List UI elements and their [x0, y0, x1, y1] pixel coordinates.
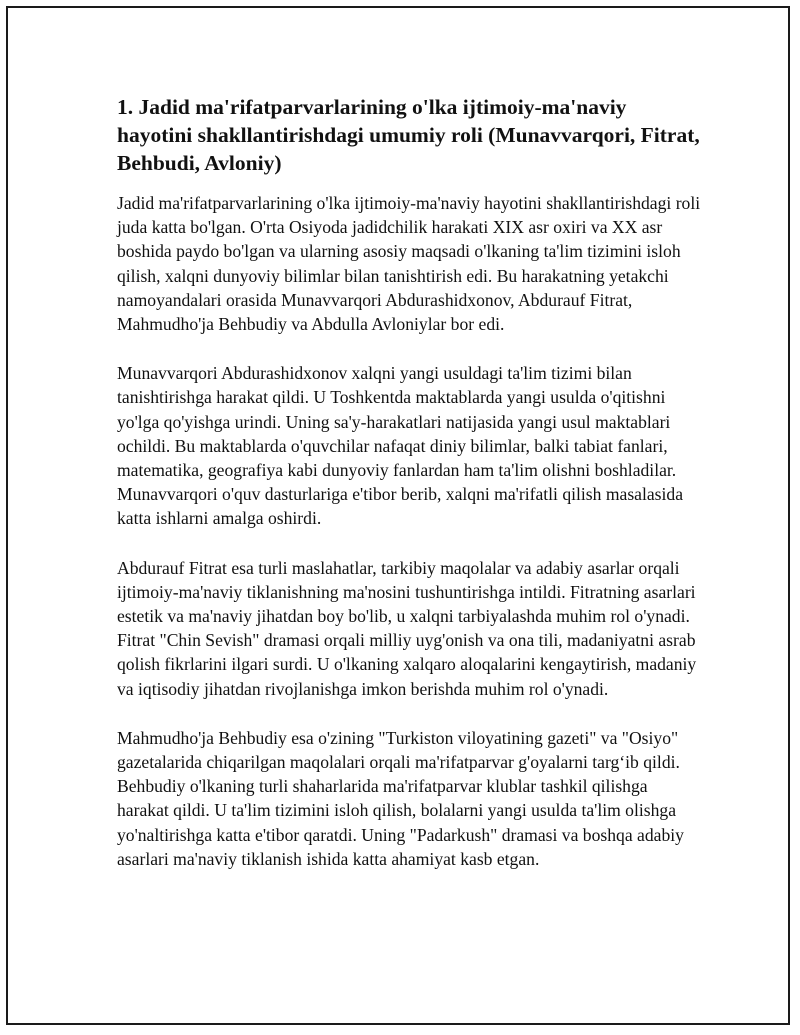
paragraph-fitrat: Abdurauf Fitrat esa turli maslahatlar, tarkibiy maqolalar va adabiy asarlar orqali ijtimoiy-ma'naviy tiklanishning ma'nosini tushuntirishga intildi. Fitratning asarlari estetik va ma'naviy jihatdan boy bo'lib, u xalqni tarbiyalashda muhim rol o'ynadi. Fitrat "Chin Sevish" dramasi orqali milliy uyg'onish va ona tili, madaniyatni asrab qolish fikrlarini ilgari surdi. U o'lkaning xalqaro aloqalarini kengaytirish, madaniy va iqtisodiy jihatdan rivojlanishga imkon berishda muhim rol o'ynadi. — [117, 557, 697, 699]
document-body — [117, 93, 702, 896]
paragraph-behbudiy: Mahmudho'ja Behbudiy esa o'zining "Turkiston viloyatining gazeti" va "Osiyo" gazetalarida chiqarilgan maqolalari orqali ma'rifatparvar g'oyalarni targ‘ib qildi. Behbudiy o'lkaning turli shaharlarida ma'rifatparvar klublar tashkil qilishga harakat qildi. U ta'lim tizimini isloh qilish, bolalarni yangi usulda ta'lim olishga yo'naltirishga katta e'tibor qaratdi. Uning "Padarkush" dramasi va boshqa adabiy asarlari ma'naviy tiklanish ishida katta ahamiyat kasb etgan. — [117, 727, 684, 869]
paragraph-munavvarqori: Munavvarqori Abdurashidxonov xalqni yangi usuldagi ta'lim tizimi bilan tanishtirishga harakat qildi. U Toshkentda maktablarda yangi usulda o'qitishni yo'lga qo'yishga urindi. Uning sa'y-harakatlari natijasida yangi usul maktablari ochildi. Bu maktablarda o'quvchilar nafaqat diniy bilimlar, balki tabiat fanlari, matematika, geografiya kabi dunyoviy fanlardan ham ta'lim olishni boshladilar. Munavvarqori o'quv dasturlariga e'tibor berib, xalqni ma'rifatli qilish masalasida katta ishlarni amalga oshirdi. — [117, 363, 684, 529]
section-heading: 1. Jadid ma'rifatparvarlarining o'lka ijtimoiy-ma'naviy hayotini shakllantirishdagi umumiy roli (Munavvarqori, Fitrat, Behbudi, Avloniy) — [117, 95, 700, 175]
paragraph-intro: Jadid ma'rifatparvarlarining o'lka ijtimoiy-ma'naviy hayotini shakllantirishdagi roli juda katta bo'lgan. O'rta Osiyoda jadidchilik harakati XIX asr oxiri va XX asr boshida paydo bo'lgan va ularning asosiy maqsadi o'lkaning ta'lim tizimini isloh qilish, xalqni dunyoviy bilimlar bilan tanishtirish edi. Bu harakatning yetakchi namoyandalari orasida Munavvarqori Abdurashidxonov, Abdurauf Fitrat, Mahmudho'ja Behbudiy va Abdulla Avloniylar bor edi. — [117, 193, 701, 335]
